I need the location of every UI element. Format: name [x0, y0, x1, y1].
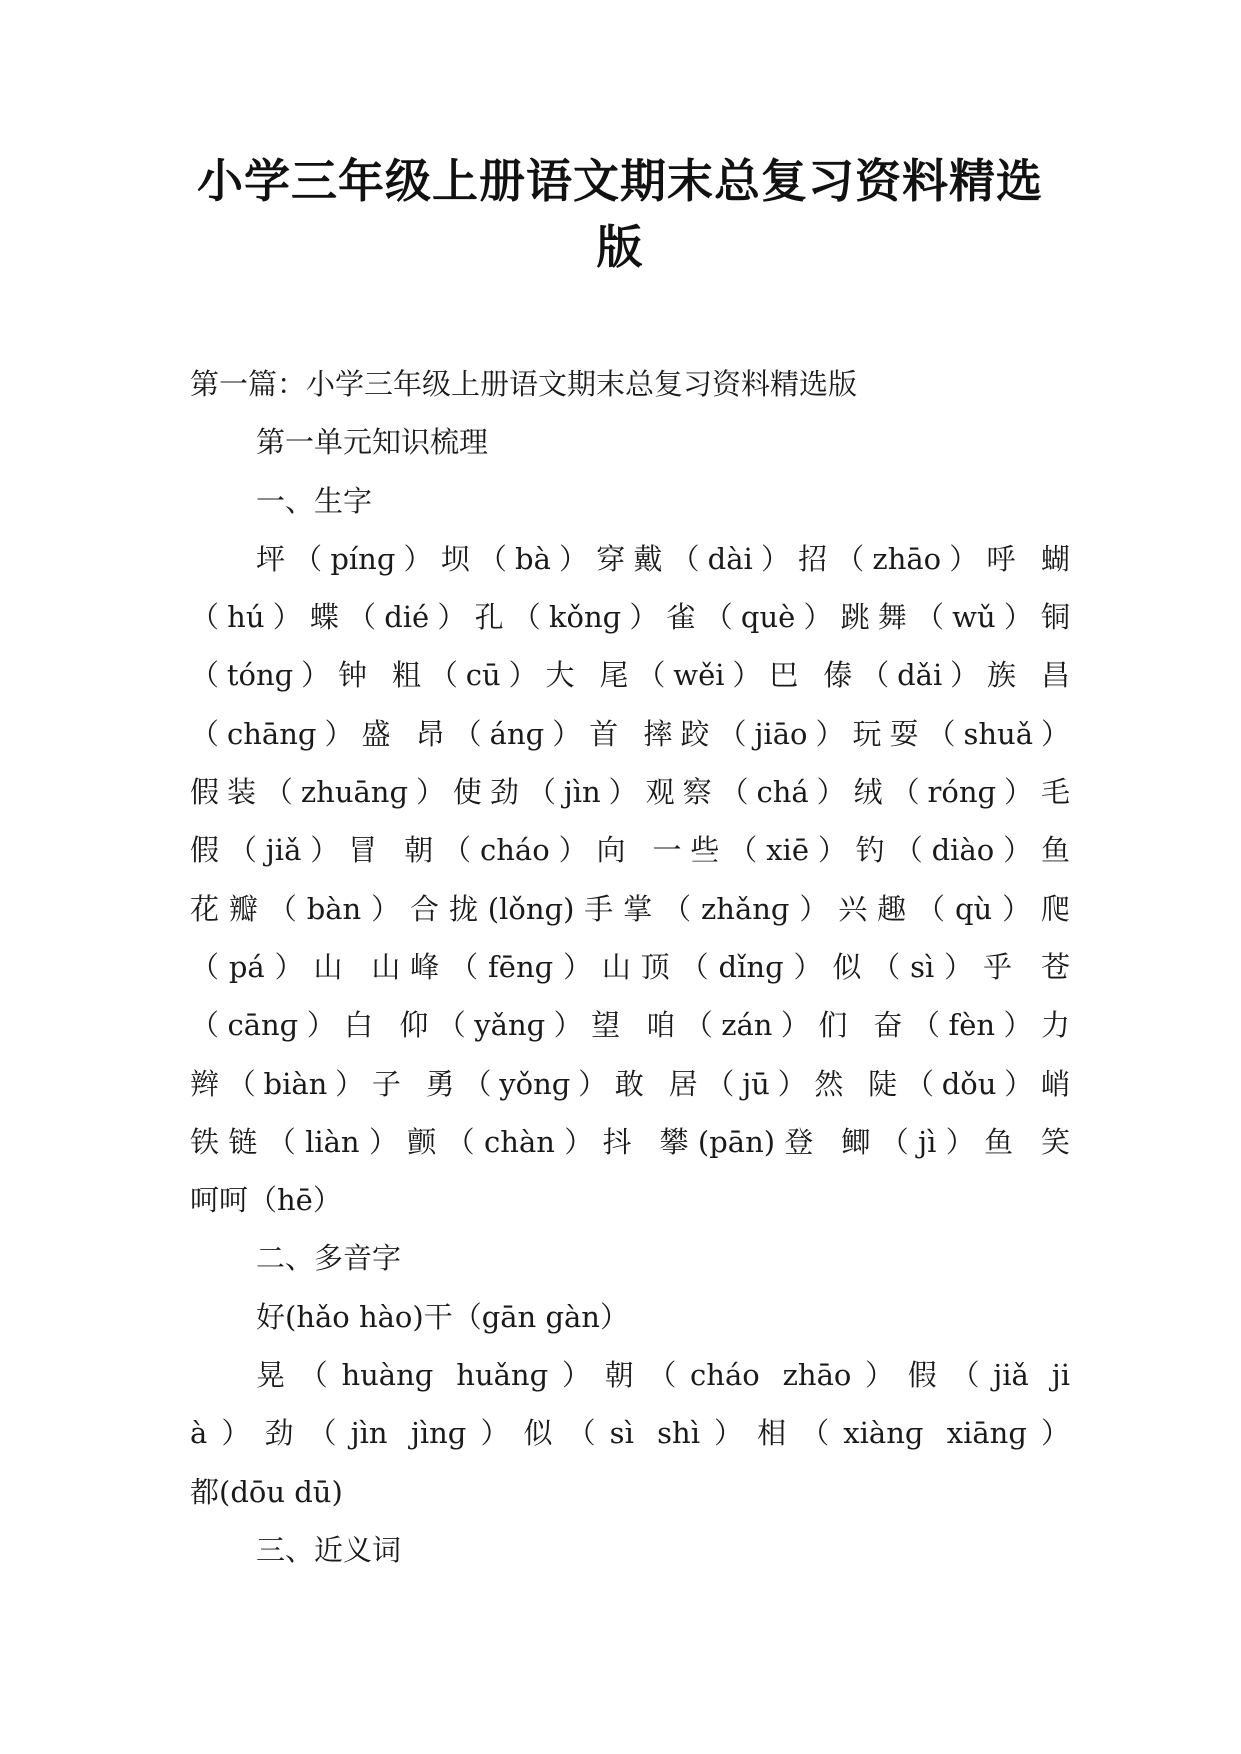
polyphonic-paragraph	[190, 1288, 1070, 1521]
document-body	[190, 355, 1070, 1579]
section-heading-synonyms: 三、近义词	[256, 1532, 402, 1567]
title-line-1: 小学三年级上册语文期末总复习资料精选	[197, 154, 1043, 208]
paragraph-line: 辫（biàn）子 勇（yǒnɡ）敢 居（jū）然 陡（dǒu）峭	[190, 1066, 1070, 1101]
chapter-heading: 第一篇：小学三年级上册语文期末总复习资料精选版	[190, 367, 858, 401]
paragraph-line: 都(dōu dū)	[190, 1474, 343, 1509]
paragraph-line: （chānɡ）盛 昂（ánɡ）首 摔跤（jiāo）玩耍（shuǎ）	[190, 716, 1070, 751]
paragraph-line: à）劲（jìn jìnɡ）似（sì shì）相（xiànɡ xiānɡ）	[190, 1416, 1070, 1451]
paragraph-line: 假装（zhuānɡ）使劲（jìn）观察（chá）绒（rónɡ）毛	[190, 775, 1070, 810]
paragraph-line: 假（jiǎ）冒 朝（cháo）向 一些（xiē）钓（diào）鱼	[190, 833, 1070, 868]
paragraph-line: 坪（pínɡ）坝（bà）穿戴（dài）招（zhāo）呼 蝴	[256, 541, 1070, 576]
paragraph-line: 好(hǎo hào)干（gān gàn）	[256, 1299, 629, 1334]
paragraph-line: 晃（huànɡ huǎnɡ）朝（cháo zhāo）假（jiǎ ji	[256, 1358, 1070, 1393]
paragraph-line: （tónɡ）钟 粗（cū）大 尾（wěi）巴 傣（dǎi）族 昌	[190, 658, 1070, 693]
paragraph-line: （hú）蝶（dié）孔（kǒnɡ）雀（què）跳舞（wǔ）铜	[190, 600, 1070, 635]
title-line-2: 版	[596, 220, 644, 274]
document-title	[150, 148, 1090, 280]
paragraph-line: 呵呵（hē）	[190, 1183, 342, 1218]
paragraph-line: （pá）山 山峰（fēnɡ）山顶（dǐnɡ）似（sì）乎 苍	[190, 949, 1070, 984]
section-heading-polyphonic: 二、多音字	[256, 1241, 402, 1276]
section-heading-new-characters: 一、生字	[256, 483, 373, 518]
new-characters-paragraph	[190, 530, 1070, 1230]
unit-heading: 第一单元知识梳理	[256, 425, 489, 460]
paragraph-line: 铁链（liàn）颤（chàn）抖 攀(pān)登 鲫（jì）鱼 笑	[190, 1124, 1070, 1159]
paragraph-line: 花瓣（bàn）合拢(lǒnɡ)手掌（zhǎnɡ）兴趣（qù）爬	[190, 891, 1070, 926]
paragraph-line: （cānɡ）白 仰（yǎnɡ）望 咱（zán）们 奋（fèn）力	[190, 1008, 1070, 1043]
